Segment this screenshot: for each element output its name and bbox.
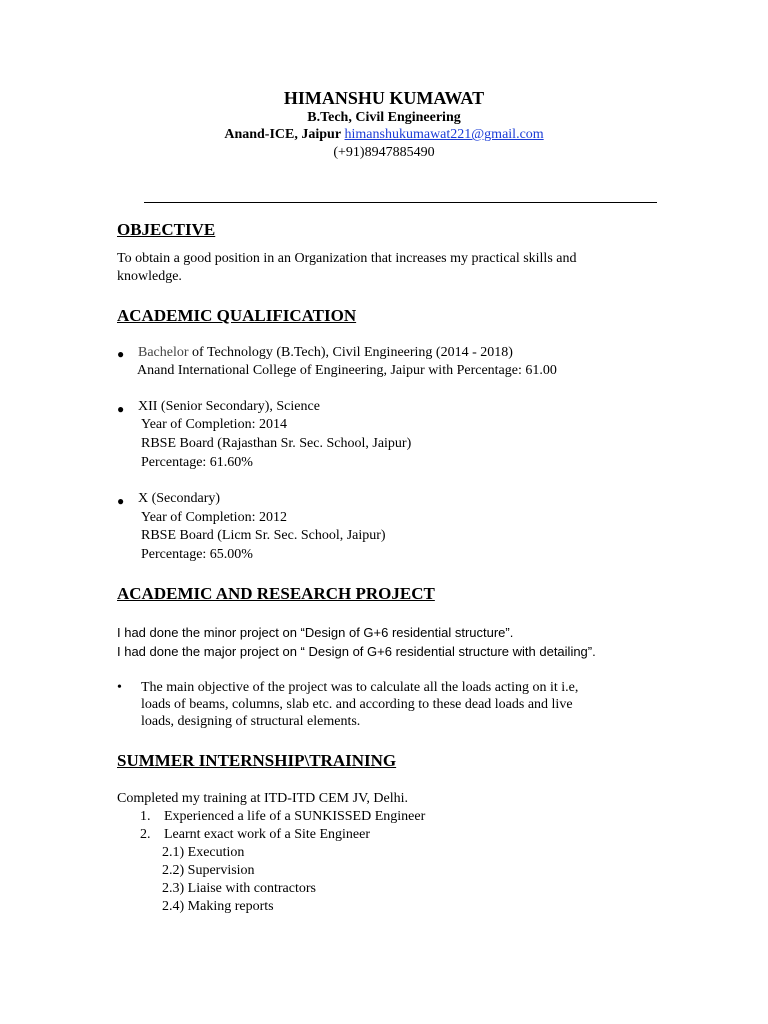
btech-college: Anand International College of Engineering, Jaipur with Percentage: 61.00 — [137, 363, 557, 378]
project-desc-line-1: The main objective of the project was to calculate all the loads acting on it i.e, — [141, 680, 579, 695]
objective-text-line-1: To obtain a good position in an Organization that increases my practical skills and — [117, 251, 577, 266]
email-link[interactable]: himanshukumawat221@gmail.com — [344, 127, 544, 142]
list-item: Experienced a life of a SUNKISSED Engineer — [164, 809, 426, 824]
institute: Anand-ICE, Jaipur — [224, 127, 342, 142]
xii-title: XII (Senior Secondary), Science — [138, 399, 320, 414]
x-percentage: Percentage: 65.00% — [141, 547, 253, 562]
major-project: I had done the major project on “ Design of G+6 residential structure with detailing”. — [117, 644, 596, 659]
x-title: X (Secondary) — [138, 491, 221, 506]
x-year: Year of Completion: 2012 — [141, 510, 287, 525]
project-desc-line-3: loads, designing of structural elements. — [141, 714, 361, 729]
sub-list-item: 2.3) Liaise with contractors — [162, 881, 316, 896]
minor-project: I had done the minor project on “Design of G+6 residential structure”. — [117, 625, 514, 640]
internship-heading: SUMMER INTERNSHIP\TRAINING — [117, 751, 397, 770]
candidate-name: HIMANSHU KUMAWAT — [283, 88, 485, 108]
list-item-number: 1. — [140, 809, 151, 824]
objective-text-line-2: knowledge. — [117, 269, 182, 284]
bullet-icon: ● — [117, 347, 125, 361]
sub-list-item: 2.1) Execution — [162, 845, 245, 860]
xii-year: Year of Completion: 2014 — [141, 417, 287, 432]
degree-line: B.Tech, Civil Engineering — [307, 110, 461, 125]
xii-board: RBSE Board (Rajasthan Sr. Sec. School, Jaipur) — [141, 436, 412, 451]
btech-line — [138, 345, 513, 361]
header-divider — [144, 202, 657, 203]
bullet-icon: ● — [117, 494, 125, 508]
phone-number: (+91)8947885490 — [333, 145, 435, 160]
bullet-icon: ● — [117, 402, 125, 416]
sub-list-item: 2.2) Supervision — [162, 863, 255, 878]
list-item: Learnt exact work of a Site Engineer — [164, 827, 371, 842]
xii-percentage: Percentage: 61.60% — [141, 455, 253, 470]
btech-rest: of Technology (B.Tech), Civil Engineering (2014 - 2018) — [188, 345, 513, 360]
objective-heading: OBJECTIVE — [117, 220, 216, 239]
internship-intro: Completed my training at ITD-ITD CEM JV, Delhi. — [117, 791, 408, 806]
bullet-icon: • — [117, 680, 122, 695]
academic-heading: ACADEMIC QUALIFICATION — [117, 306, 357, 325]
contact-line — [0, 127, 768, 143]
x-board: RBSE Board (Licm Sr. Sec. School, Jaipur) — [141, 528, 386, 543]
project-desc-line-2: loads of beams, columns, slab etc. and according to these dead loads and live — [141, 697, 573, 712]
sub-list-item: 2.4) Making reports — [162, 899, 274, 914]
btech-word: Bachelor — [138, 345, 189, 360]
project-heading: ACADEMIC AND RESEARCH PROJECT — [117, 584, 435, 603]
list-item-number: 2. — [140, 827, 151, 842]
